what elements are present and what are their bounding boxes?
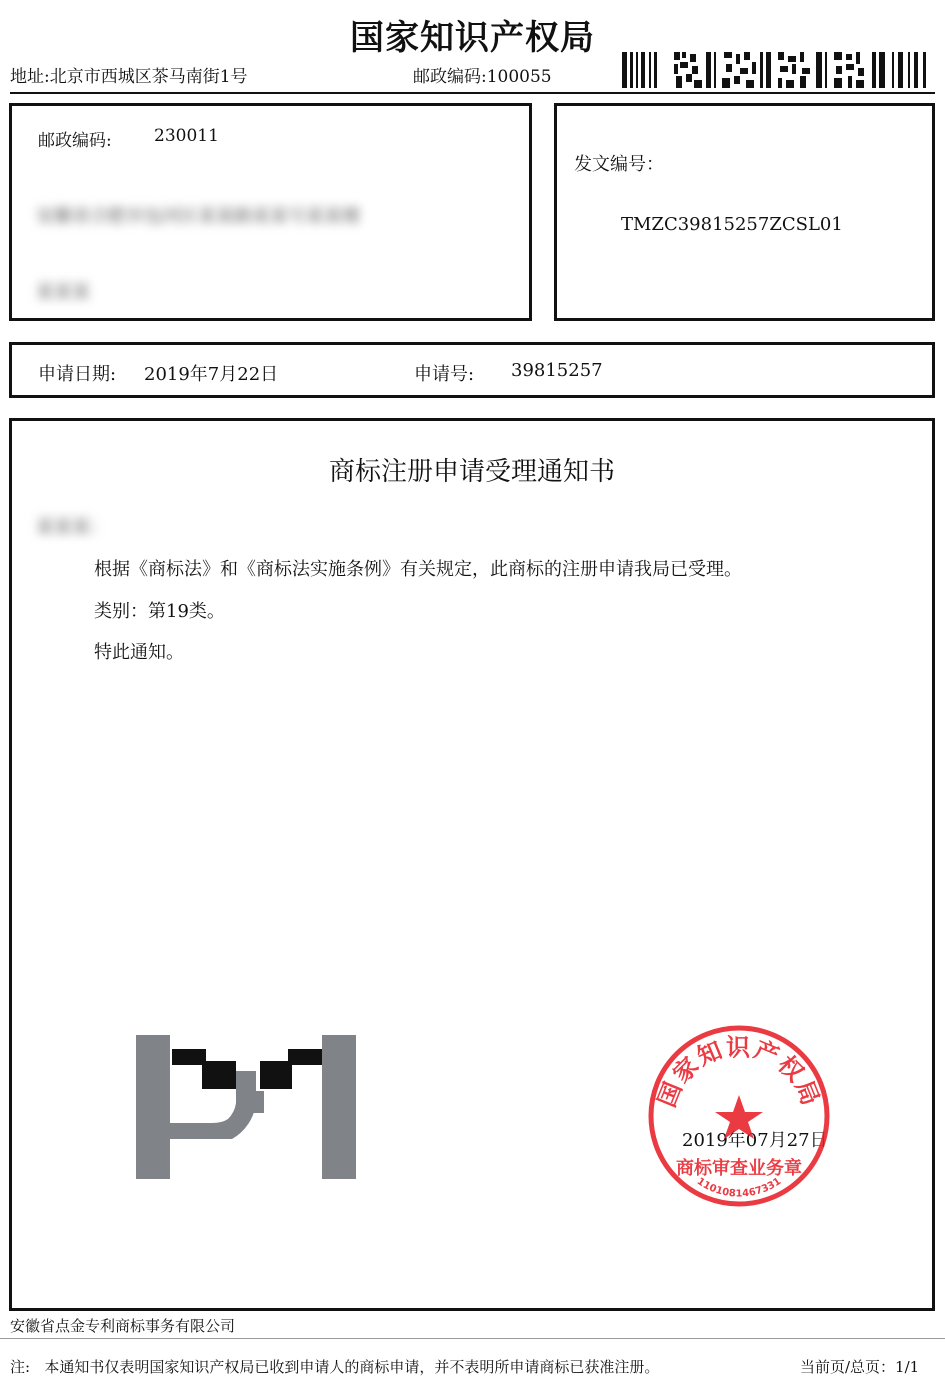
footer-note: 注: 本通知书仅表明国家知识产权局已收到申请人的商标申请，并不表明所申请商标已获准注册。 (10, 1358, 660, 1376)
application-date-label: 申请日期: (38, 364, 117, 385)
svg-text:1101081467331: 1101081467331 (694, 1176, 784, 1200)
page-title: 国家知识产权局 (350, 18, 595, 58)
application-date-value: 2019年7月22日 (144, 364, 279, 385)
application-info-box (9, 342, 935, 398)
document-number-box (554, 103, 935, 321)
document-number-label: 发文编号： (574, 154, 664, 175)
header-divider (10, 92, 935, 94)
office-address: 地址:北京市西城区茶马南街1号 (10, 67, 248, 87)
notice-heading: 商标注册申请受理通知书 (328, 457, 615, 487)
trademark-logo-image (132, 1031, 362, 1183)
barcode-image (622, 50, 932, 90)
notice-date: 2019年07月27日 (682, 1130, 828, 1151)
footer-divider (0, 1338, 945, 1339)
notice-body: 根据《商标法》和《商标法实施条例》有关规定，此商标的注册申请我局已受理。 (94, 559, 742, 580)
page-indicator: 当前页/总页：1/1 (800, 1358, 920, 1376)
notice-salutation: 某某某： (36, 517, 108, 538)
application-number-value: 39815257 (511, 360, 603, 381)
notice-box (9, 418, 935, 1311)
office-postal-code: 邮政编码:100055 (413, 67, 552, 87)
recipient-name: 某某某 (36, 282, 90, 303)
recipient-box (9, 103, 532, 321)
official-seal-image (644, 1021, 834, 1211)
notice-category: 类别：第19类。 (94, 601, 225, 622)
svg-text:国家知识产权局: 国家知识产权局 (652, 1033, 826, 1112)
recipient-postal-label: 邮政编码: (38, 131, 112, 151)
svg-text:商标审查业务章: 商标审查业务章 (676, 1158, 802, 1179)
notice-closing: 特此通知。 (94, 642, 184, 663)
recipient-postal-value: 230011 (154, 126, 219, 146)
agency-name: 安徽省点金专利商标事务有限公司 (10, 1317, 236, 1335)
application-number-label: 申请号: (414, 364, 475, 385)
recipient-address: 安徽省合肥市包河区某某路某某号某某楼 (36, 206, 360, 227)
document-number-value: TMZC39815257ZCSL01 (621, 214, 843, 235)
